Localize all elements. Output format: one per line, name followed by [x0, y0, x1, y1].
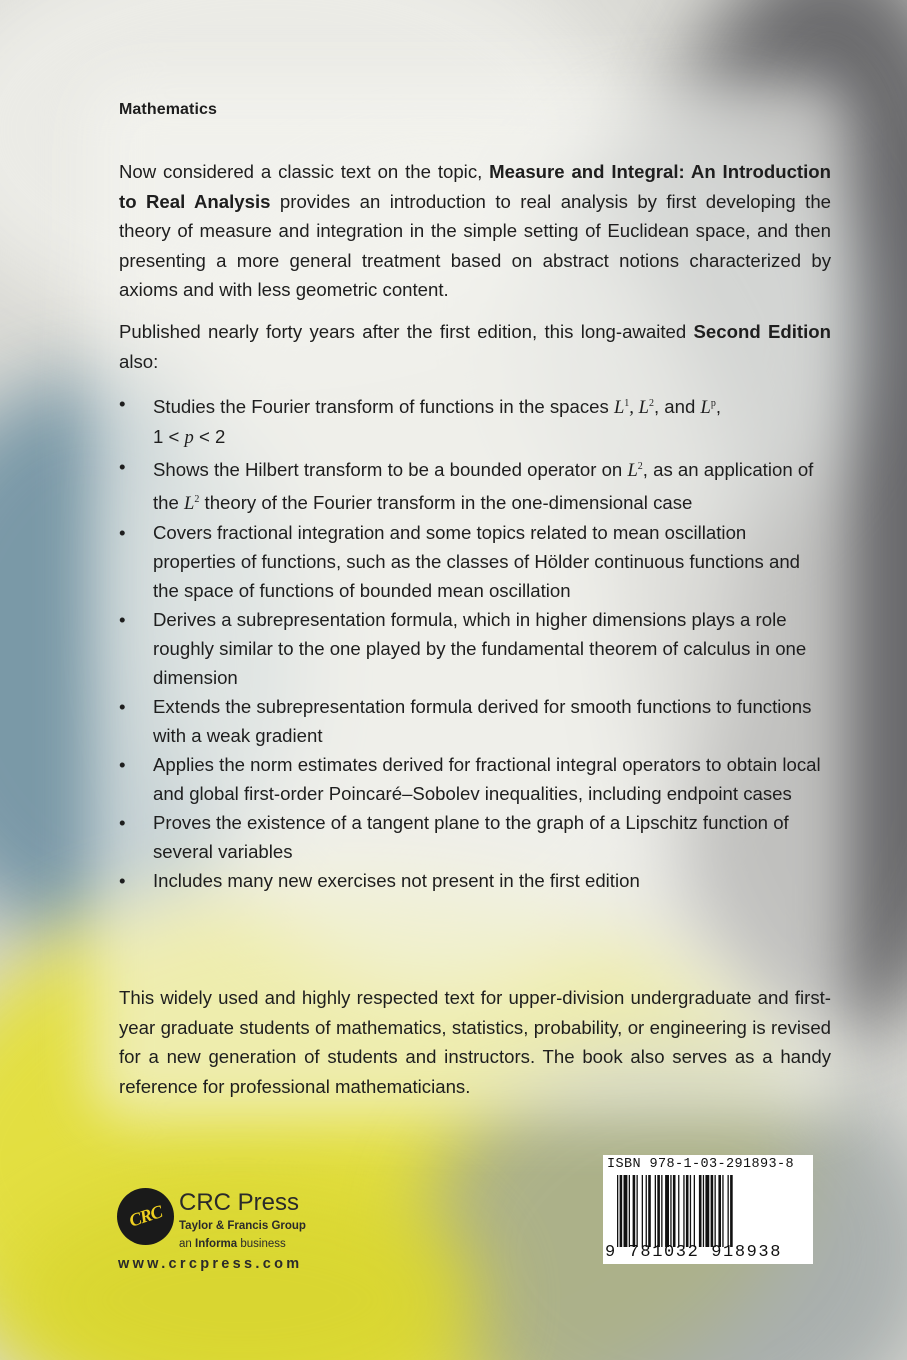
barcode-bar — [711, 1175, 714, 1247]
list-item: • Extends the subrepresentation formula derived for smooth functions to functions with a weak gradient — [119, 696, 812, 746]
barcode-bar — [637, 1175, 638, 1247]
barcode-bar — [728, 1175, 729, 1247]
list-item: • Proves the existence of a tangent plane to the graph of a Lipschitz function of several variables — [119, 812, 789, 862]
list-item: • Includes many new exercises not present in the first edition — [119, 870, 640, 891]
isbn-barcode — [603, 1155, 813, 1264]
list-item: • Studies the Fourier transform of functions in the spaces $L^1$, $L^2$, and $L^p$, 1 < p < 2 — [119, 393, 721, 448]
barcode-bars — [617, 1175, 807, 1247]
barcode-bar — [678, 1175, 679, 1247]
barcode-bar — [633, 1175, 636, 1247]
barcode-bar — [686, 1175, 689, 1247]
barcode-bar — [705, 1175, 709, 1247]
publisher-name: CRC Press — [179, 1189, 300, 1216]
list-item: • Applies the norm estimates derived for fractional integral operators to obtain local and global first-order Poincaré–Sobolev inequalities, including endpoint cases — [119, 754, 821, 804]
feature-list — [119, 389, 831, 895]
barcode-digits: 9 781032 918938 — [605, 1243, 783, 1262]
barcode-bar — [699, 1175, 702, 1247]
barcode-bar — [690, 1175, 691, 1247]
crc-logo-icon: CRC — [117, 1188, 174, 1245]
barcode-bar — [703, 1175, 704, 1247]
edition-paragraph: Published nearly forty years after the first edition, this long-awaited Second Edition also: — [119, 321, 831, 372]
barcode-bar — [655, 1175, 656, 1247]
intro-paragraph: Now considered a classic text on the topic, Measure and Integral: An Introduction to Real Analysis provides an introduction to real analysis by first developing the theory of measure and integration in the simple setting of Euclidean space, and then presenting a more general treatment based on abstract notions characterized by axioms and with less geometric content. — [119, 161, 832, 300]
publisher-group: Taylor & Francis Group — [179, 1220, 306, 1232]
barcode-bar — [673, 1175, 676, 1247]
barcode-bar — [665, 1175, 669, 1247]
barcode-bar — [683, 1175, 684, 1247]
barcode-bar — [657, 1175, 660, 1247]
closing-paragraph: This widely used and highly respected text for upper-division undergraduate and first-year graduate students of mathematics, statistics, probability, or engineering is revised for a new generation of students and instructors. The book also serves as a handy reference for professional mathematicians. — [119, 987, 831, 1097]
category-label: Mathematics — [119, 101, 218, 118]
barcode-bar — [661, 1175, 662, 1247]
barcode-bar — [670, 1175, 671, 1247]
barcode-bar — [730, 1175, 733, 1247]
barcode-bar — [715, 1175, 716, 1247]
publisher-url[interactable]: www.crcpress.com — [118, 1256, 303, 1272]
book-title: Measure and Integral: An Introduction to Real Analysis — [119, 161, 831, 212]
publisher-parent: an Informa business — [179, 1238, 286, 1250]
edition-emphasis: Second Edition — [693, 321, 831, 342]
list-item: • Derives a subrepresentation formula, which in higher dimensions plays a role roughly similar to the one played by the fundamental theorem of calculus in one dimension — [119, 609, 807, 688]
barcode-bar — [648, 1175, 651, 1247]
barcode-bar — [722, 1175, 723, 1247]
barcode-bar — [617, 1175, 618, 1247]
isbn-label: ISBN 978-1-03-291893-8 — [607, 1157, 795, 1172]
barcode-bar — [642, 1175, 643, 1247]
list-item: • Shows the Hilbert transform to be a bounded operator on $L^2$, as an application of the $L^2$ theory of the Fourier transform in the one-dimensional case — [119, 456, 814, 514]
barcode-bar — [718, 1175, 721, 1247]
barcode-bar — [646, 1175, 647, 1247]
barcode-bar — [624, 1175, 628, 1247]
barcode-bar — [620, 1175, 623, 1247]
barcode-bar — [629, 1175, 630, 1247]
list-item: • Covers fractional integration and some topics related to mean oscillation properties of functions, such as the classes of Hölder continuous functions and the space of functions of bounded mean oscillation — [119, 522, 801, 601]
barcode-bar — [694, 1175, 695, 1247]
